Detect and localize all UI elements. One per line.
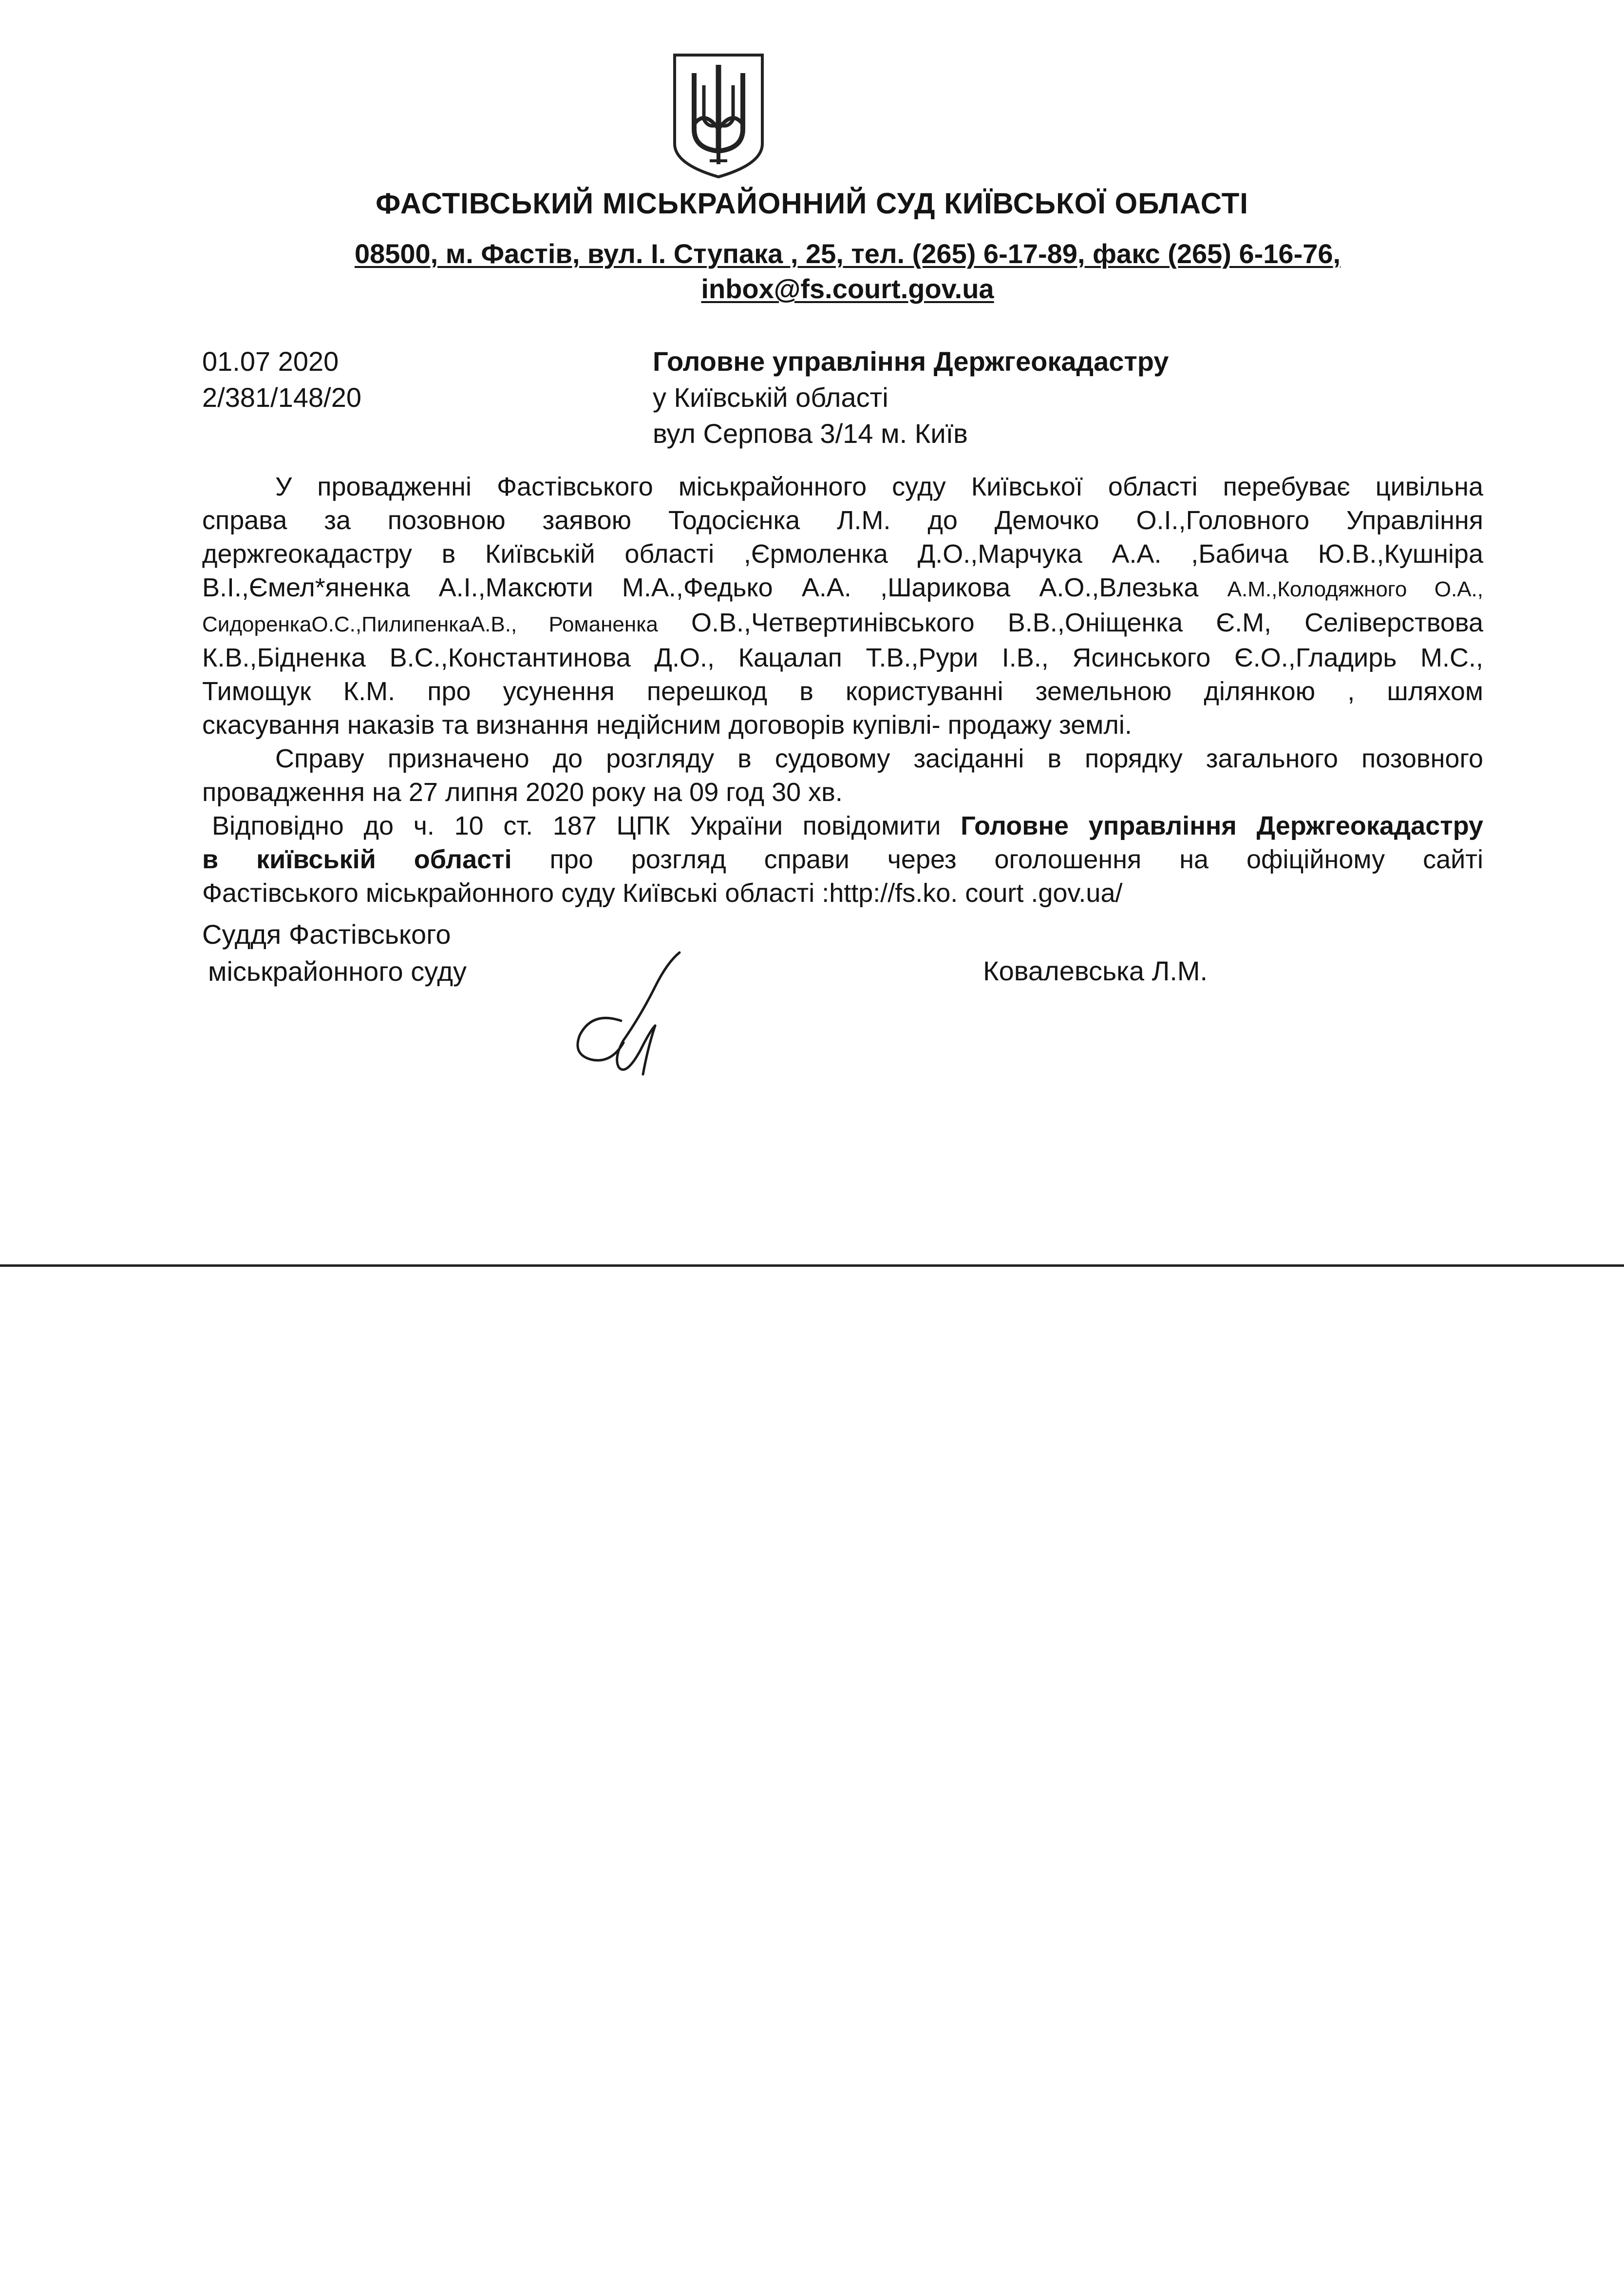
court-email: inbox@fs.court.gov.ua [701,273,994,304]
court-address-block [336,236,1359,306]
letter-reference: 2/381/148/20 [202,382,361,413]
body-line: К.В.,Бідненка В.С.,Константинова Д.О., Кацалап Т.В.,Рури І.В., Ясинського Є.О.,Гладирь М.С., [202,643,1483,672]
judge-role-line1: Суддя Фастівського [202,919,451,950]
horizontal-divider [0,1264,1624,1267]
judge-role [202,916,467,990]
body-text-bold: Головне управління Держгеокадастру [961,811,1483,840]
letter-meta [202,343,361,416]
body-text-span-small: А.М.,Колодяжного О.А., [1227,577,1483,601]
body-line [202,571,1483,606]
judge-name: Ковалевська Л.М. [983,955,1208,986]
body-line: держгеокадастру в Київській області ,Єрмоленка Д.О.,Марчука А.А. ,Бабича Ю.В.,Кушніра [202,539,1483,569]
recipient-region: у Київській області [653,382,888,413]
body-line: Справу призначено до розгляду в судовому засіданні в порядку загального позовного [275,744,1483,773]
body-line [202,843,1483,877]
coat-of-arms-icon [670,51,767,181]
court-address: 08500, м. Фастів, вул. І. Ступака , 25, тел. (265) 6-17-89, факс (265) 6-16-76, [354,238,1341,269]
body-line: У провадженні Фастівського міськрайонного суду Київської області перебуває цивільна [275,472,1483,501]
body-line: провадження на 27 липня 2020 року на 09 год 30 хв. [202,778,843,807]
body-line [202,606,1483,641]
body-text-span: О.В.,Четвертинівського В.В.,Оніщенка Є.М, Селіверствова [658,608,1483,637]
body-line: Тимощук К.М. про усунення перешкод в користуванні земельною ділянкою , шляхом [202,677,1483,706]
body-line: скасування наказів та визнання недійсним договорів купівлі- продажу землі. [202,710,1132,740]
body-text-span-small: СидоренкаО.С.,ПилипенкаА.В., Романенка [202,612,658,636]
body-line: справа за позовною заявою Тодосієнка Л.М. до Демочко О.І.,Головного Управління [202,506,1483,535]
court-name-heading: ФАСТІВСЬКИЙ МІСЬКРАЙОННИЙ СУД КИЇВСЬКОЇ ОБЛАСТІ [376,187,1248,220]
body-line [202,809,1483,843]
letter-body [202,470,1483,910]
recipient-block [653,343,1169,452]
recipient-address: вул Серпова 3/14 м. Київ [653,418,968,449]
body-text-span: про розгляд справи через оголошення на офіційному сайті [511,845,1483,874]
body-text-span: В.І.,Ємел*яненка А.І.,Максюти М.А.,Федько А.А. ,Шарикова А.О.,Влезька [202,573,1227,602]
body-text-span: Відповідно до ч. 10 ст. 187 ЦПК України повідомити [212,811,961,840]
handwritten-signature-icon [546,943,706,1084]
recipient-name: Головне управління Держгеокадастру [653,346,1169,377]
body-text-bold: в київській області [202,845,512,874]
letter-date: 01.07 2020 [202,346,339,377]
judge-role-line2: міськрайонного суду [208,956,467,987]
body-line: Фастівського міськрайонного суду Київські області :http://fs.ko. court .gov.ua/ [202,878,1123,908]
